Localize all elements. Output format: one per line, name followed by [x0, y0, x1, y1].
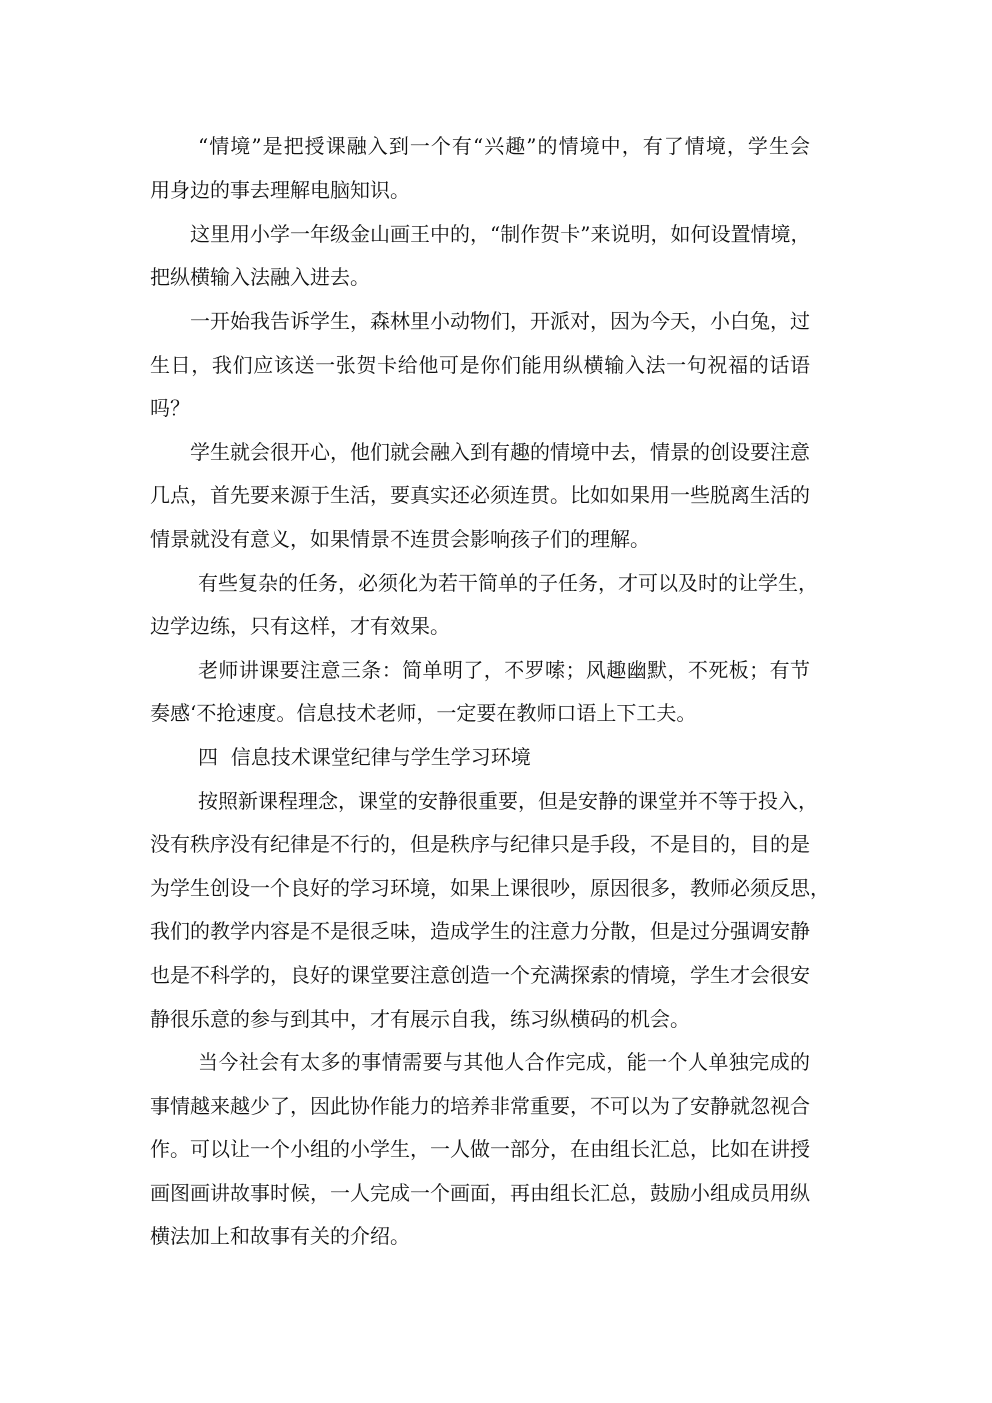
paragraph-6-line-1: 老师讲课要注意三条：简单明了，不罗嗦；风趣幽默，不死板；有节: [198, 658, 810, 682]
paragraph-8-line-6: 静很乐意的参与到其中，才有展示自我，练习纵横码的机会。: [150, 1007, 690, 1031]
paragraph-5-line-1: 有些复杂的任务，必须化为若干简单的子任务，才可以及时的让学生，: [198, 571, 818, 595]
paragraph-8-line-4: 我们的教学内容是不是很乏味，造成学生的注意力分散，但是过分强调安静: [150, 919, 810, 943]
paragraph-2-line-2: 把纵横输入法融入进去。: [150, 265, 370, 289]
section-heading: 四 信息技术课堂纪律与学生学习环境: [198, 745, 531, 769]
paragraph-8-line-2: 没有秩序没有纪律是不行的，但是秩序与纪律只是手段，不是目的，目的是: [150, 832, 810, 856]
paragraph-9-line-1: 当今社会有太多的事情需要与其他人合作完成，能一个人单独完成的: [198, 1050, 810, 1074]
paragraph-4-line-1: 学生就会很开心，他们就会融入到有趣的情境中去，情景的创设要注意: [190, 440, 810, 464]
paragraph-9-line-4: 画图画讲故事时候，一人完成一个画面，再由组长汇总，鼓励小组成员用纵: [150, 1181, 810, 1205]
paragraph-3-line-2: 生日，我们应该送一张贺卡给他可是你们能用纵横输入法一句祝福的话语: [150, 353, 810, 377]
paragraph-8-line-3: 为学生创设一个良好的学习环境，如果上课很吵，原因很多，教师必须反思，: [150, 876, 830, 900]
paragraph-9-line-5: 横法加上和故事有关的介绍。: [150, 1224, 410, 1248]
paragraph-3-line-1: 一开始我告诉学生，森林里小动物们，开派对，因为今天，小白兔，过: [190, 309, 810, 333]
paragraph-8-line-1: 按照新课程理念，课堂的安静很重要，但是安静的课堂并不等于投入，: [198, 789, 818, 813]
paragraph-8-line-5: 也是不科学的，良好的课堂要注意创造一个充满探索的情境，学生才会很安: [150, 963, 810, 987]
paragraph-5-line-2: 边学边练，只有这样，才有效果。: [150, 614, 450, 638]
paragraph-4-line-3: 情景就没有意义，如果情景不连贯会影响孩子们的理解。: [150, 527, 650, 551]
paragraph-3-line-3: 吗？: [150, 396, 190, 420]
paragraph-1-line-2: 用身边的事去理解电脑知识。: [150, 178, 410, 202]
paragraph-2-line-1: 这里用小学一年级金山画王中的，“制作贺卡”来说明，如何设置情境，: [190, 222, 811, 246]
paragraph-4-line-2: 几点，首先要来源于生活，要真实还必须连贯。比如如果用一些脱离生活的: [150, 483, 810, 507]
paragraph-9-line-3: 作。可以让一个小组的小学生，一人做一部分，在由组长汇总，比如在讲授: [150, 1137, 810, 1161]
paragraph-1-line-1: “情境”是把授课融入到一个有“兴趣”的情境中，有了情境，学生会: [198, 134, 810, 158]
paragraph-6-line-2: 奏感‘不抢速度。信息技术老师，一定要在教师口语上下工夫。: [150, 701, 697, 725]
paragraph-9-line-2: 事情越来越少了，因此协作能力的培养非常重要，不可以为了安静就忽视合: [150, 1094, 810, 1118]
